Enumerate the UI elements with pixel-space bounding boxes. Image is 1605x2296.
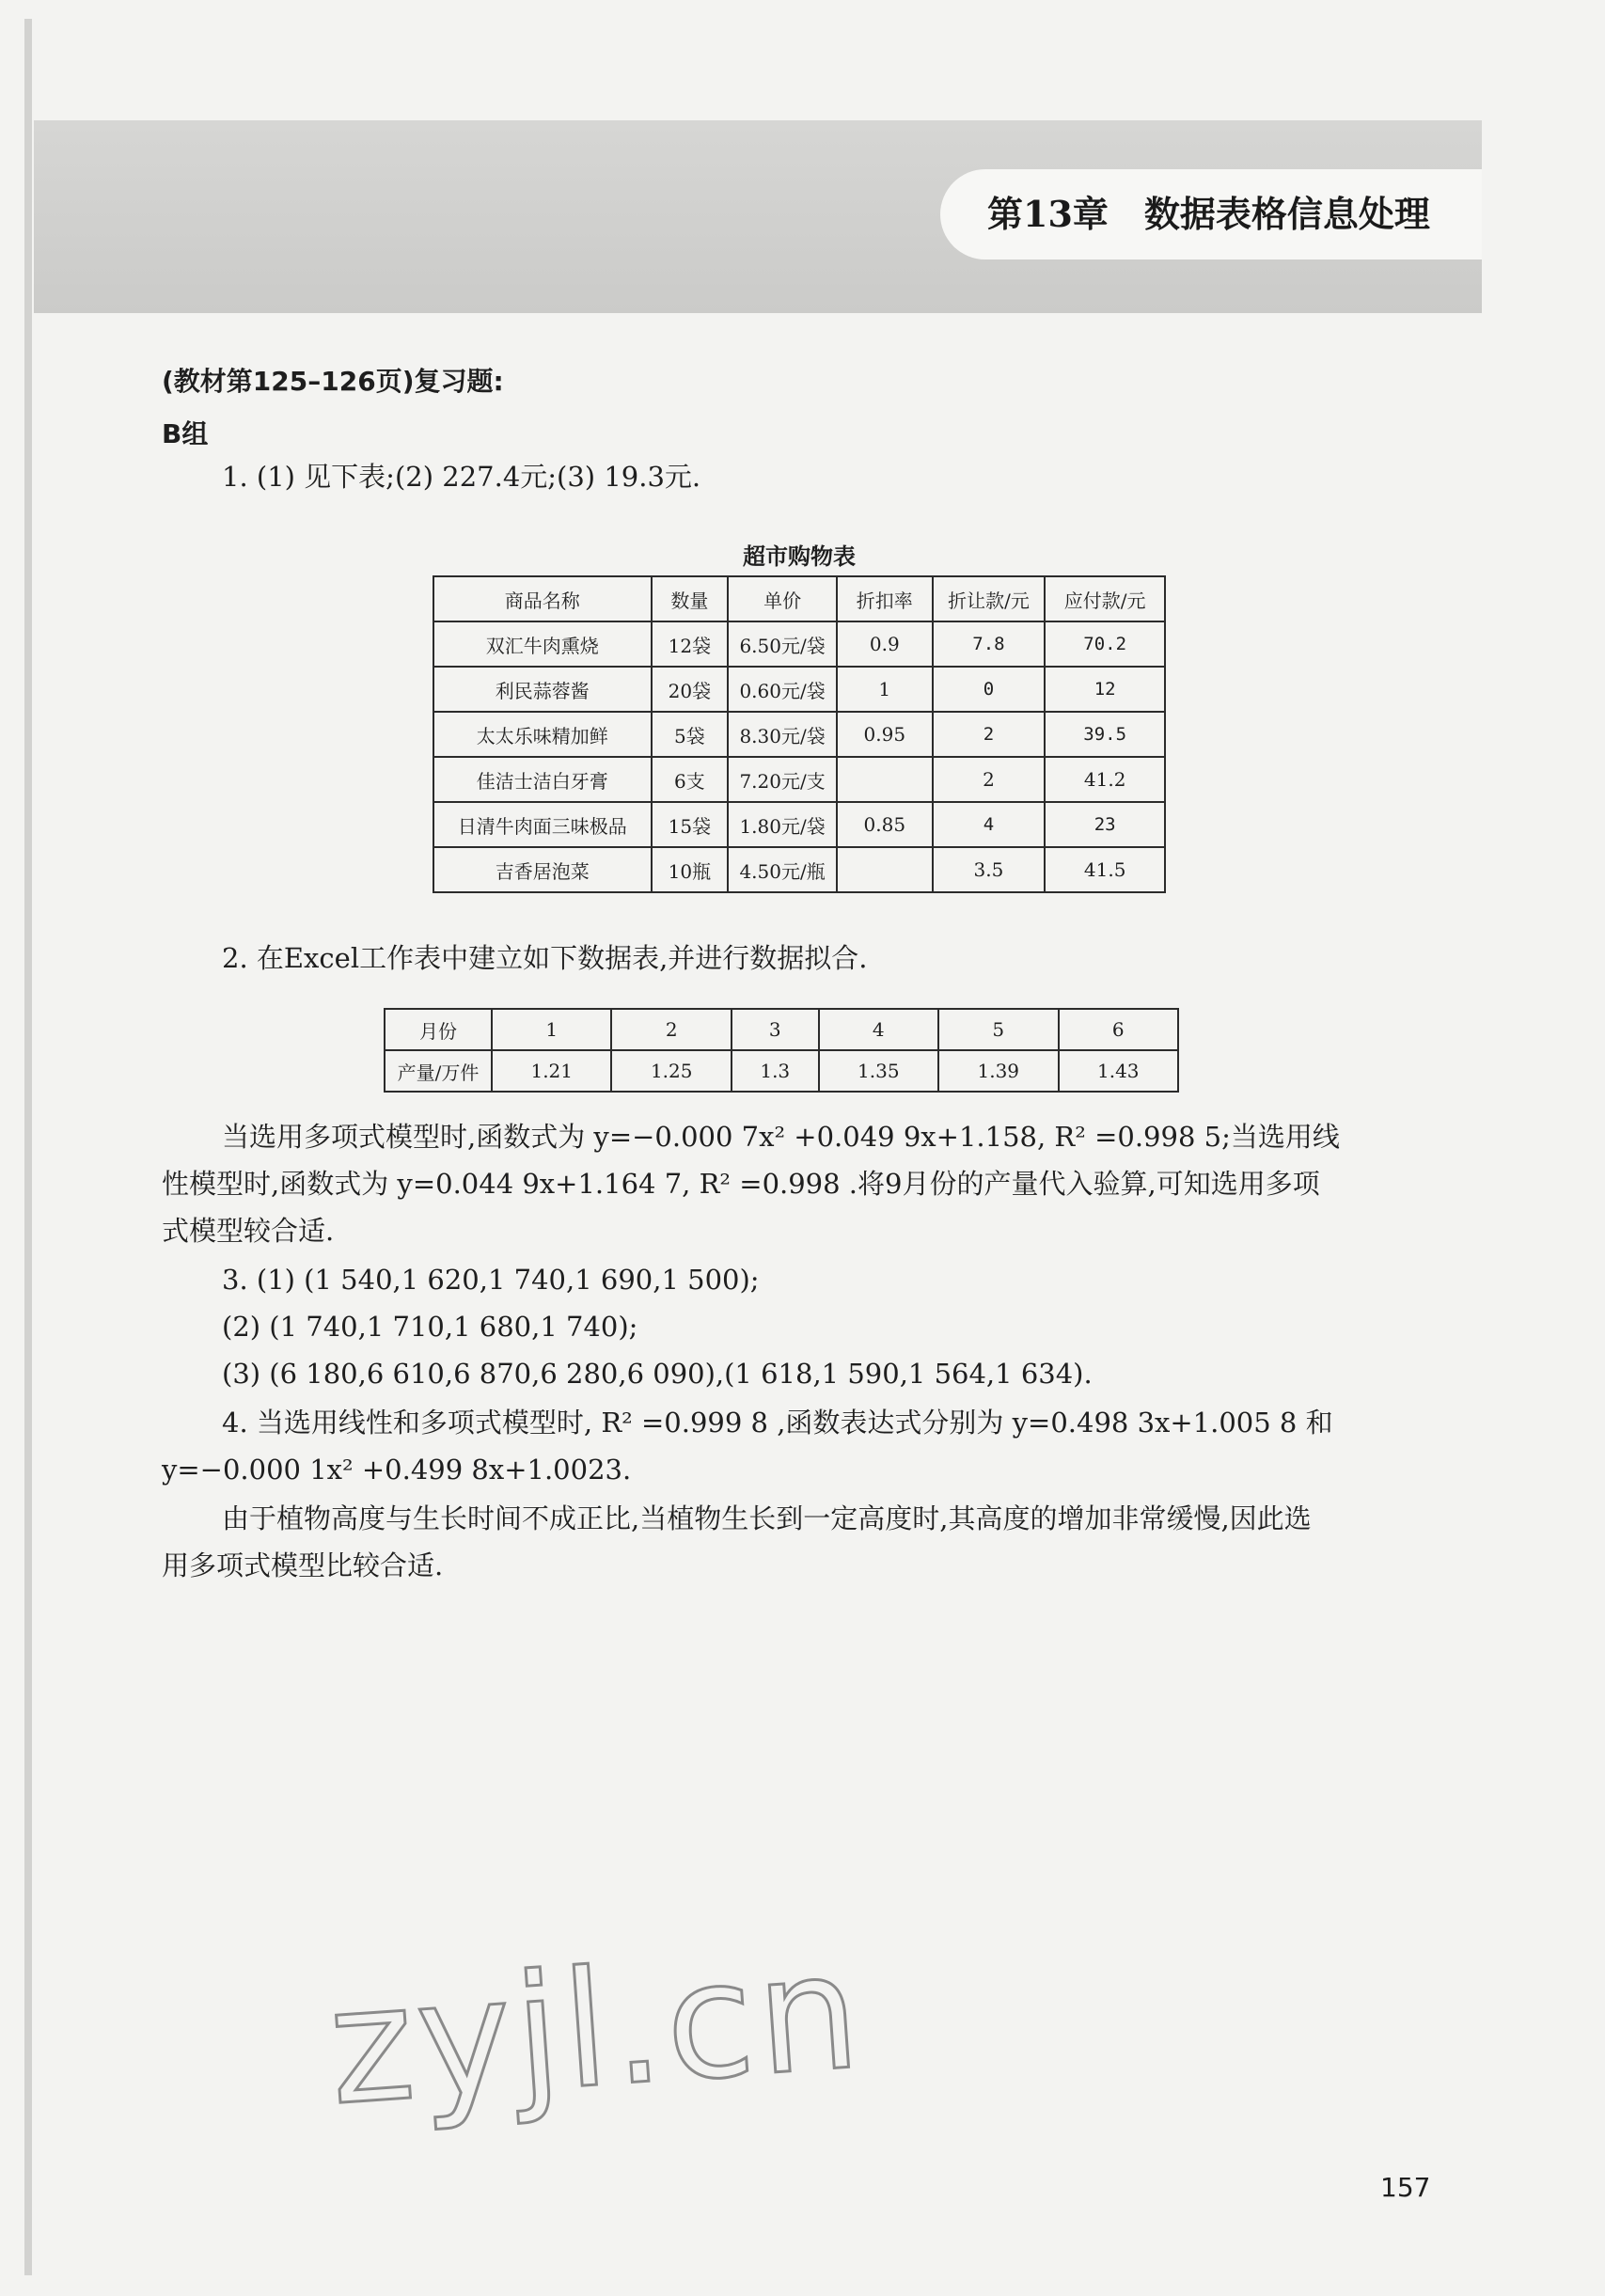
table-cell: 70.2 — [1045, 621, 1165, 667]
group-label: B组 — [162, 418, 209, 449]
table-cell — [837, 757, 933, 802]
table-cell: 日清牛肉面三味极品 — [433, 802, 652, 847]
table-cell: 6.50元/袋 — [728, 621, 837, 667]
table-cell: 20袋 — [652, 667, 729, 712]
table-cell: 6支 — [652, 757, 729, 802]
table-cell: 1 — [492, 1009, 611, 1050]
question-4-line: 由于植物高度与生长时间不成正比,当植物生长到一定高度时,其高度的增加非常缓慢,因此选 — [222, 1502, 1312, 1534]
table-cell: 2 — [933, 712, 1046, 757]
table-row — [433, 847, 1165, 892]
shopping-table — [433, 575, 1166, 893]
watermark: zyjl.cn — [323, 1918, 869, 2142]
question-4-line: 4. 当选用线性和多项式模型时, R² =0.999 8 ,函数表达式分别为 y=0.498 3x+1.005 8 和 — [222, 1407, 1333, 1439]
table-row — [433, 621, 1165, 667]
question-4-line: y=−0.000 1x² +0.499 8x+1.0023. — [162, 1454, 632, 1486]
table-cell: 1.80元/袋 — [728, 802, 837, 847]
question-3-line: 3. (1) (1 540,1 620,1 740,1 690,1 500); — [222, 1264, 760, 1296]
table-cell: 12袋 — [652, 621, 729, 667]
question-4-line: 用多项式模型比较合适. — [162, 1549, 444, 1581]
table-row — [433, 667, 1165, 712]
table-row — [385, 1050, 1178, 1092]
table-cell: 1.43 — [1059, 1050, 1179, 1092]
table-cell: 1.3 — [732, 1050, 819, 1092]
table-cell: 1 — [837, 667, 933, 712]
row-header: 月份 — [385, 1009, 492, 1050]
monthly-output-table — [384, 1008, 1179, 1093]
table-row — [433, 802, 1165, 847]
table-cell: 0.95 — [837, 712, 933, 757]
column-header: 应付款/元 — [1045, 576, 1165, 621]
table-cell: 2 — [611, 1009, 731, 1050]
table-row — [433, 712, 1165, 757]
table-cell: 7.8 — [933, 621, 1046, 667]
section-heading: (教材第125–126页)复习题: — [162, 366, 504, 397]
table-cell: 4 — [933, 802, 1046, 847]
table-cell: 39.5 — [1045, 712, 1165, 757]
shopping-table-caption: 超市购物表 — [743, 543, 856, 570]
table-cell: 15袋 — [652, 802, 729, 847]
question-3-line: (3) (6 180,6 610,6 870,6 280,6 090),(1 618,1 590,1 564,1 634). — [222, 1358, 1093, 1390]
table-cell: 1.35 — [819, 1050, 938, 1092]
question-1-text: 1. (1) 见下表;(2) 227.4元;(3) 19.3元. — [222, 461, 701, 493]
q2-explanation-line: 当选用多项式模型时,函数式为 y=−0.000 7x² +0.049 9x+1.158, R² =0.998 5;当选用线 — [222, 1121, 1340, 1153]
table-cell: 3.5 — [933, 847, 1046, 892]
table-cell: 1.21 — [492, 1050, 611, 1092]
table-cell: 8.30元/袋 — [728, 712, 837, 757]
table-cell: 利民蒜蓉酱 — [433, 667, 652, 712]
table-cell: 双汇牛肉熏烧 — [433, 621, 652, 667]
table-row — [433, 757, 1165, 802]
table-cell: 2 — [933, 757, 1046, 802]
column-header: 数量 — [652, 576, 729, 621]
table-header-row — [433, 576, 1165, 621]
table-cell: 7.20元/支 — [728, 757, 837, 802]
column-header: 商品名称 — [433, 576, 652, 621]
table-cell: 10瓶 — [652, 847, 729, 892]
table-cell: 吉香居泡菜 — [433, 847, 652, 892]
row-header: 产量/万件 — [385, 1050, 492, 1092]
page-edge — [24, 19, 32, 2275]
table-cell: 3 — [732, 1009, 819, 1050]
column-header: 折扣率 — [837, 576, 933, 621]
table-cell: 1.25 — [611, 1050, 731, 1092]
question-3-line: (2) (1 740,1 710,1 680,1 740); — [222, 1311, 638, 1343]
table-cell: 4 — [819, 1009, 938, 1050]
table-cell: 0.85 — [837, 802, 933, 847]
table-cell: 1.39 — [938, 1050, 1058, 1092]
chapter-title: 第13章 数据表格信息处理 — [987, 193, 1430, 235]
table-cell: 太太乐味精加鲜 — [433, 712, 652, 757]
page-number: 157 — [1380, 2172, 1431, 2203]
table-cell: 12 — [1045, 667, 1165, 712]
table-cell: 6 — [1059, 1009, 1179, 1050]
table-cell: 41.5 — [1045, 847, 1165, 892]
table-row — [385, 1009, 1178, 1050]
table-cell: 0.9 — [837, 621, 933, 667]
table-cell: 0 — [933, 667, 1046, 712]
column-header: 单价 — [728, 576, 837, 621]
q2-explanation-line: 式模型较合适. — [162, 1215, 335, 1247]
table-cell: 5袋 — [652, 712, 729, 757]
table-cell: 0.60元/袋 — [728, 667, 837, 712]
column-header: 折让款/元 — [933, 576, 1046, 621]
table-cell: 佳洁士洁白牙膏 — [433, 757, 652, 802]
table-cell — [837, 847, 933, 892]
q2-explanation-line: 性模型时,函数式为 y=0.044 9x+1.164 7, R² =0.998 .将9月份的产量代入验算,可知选用多项 — [162, 1168, 1320, 1200]
question-2-text: 2. 在Excel工作表中建立如下数据表,并进行数据拟合. — [222, 942, 868, 974]
table-cell: 41.2 — [1045, 757, 1165, 802]
table-cell: 5 — [938, 1009, 1058, 1050]
table-cell: 23 — [1045, 802, 1165, 847]
table-cell: 4.50元/瓶 — [728, 847, 837, 892]
